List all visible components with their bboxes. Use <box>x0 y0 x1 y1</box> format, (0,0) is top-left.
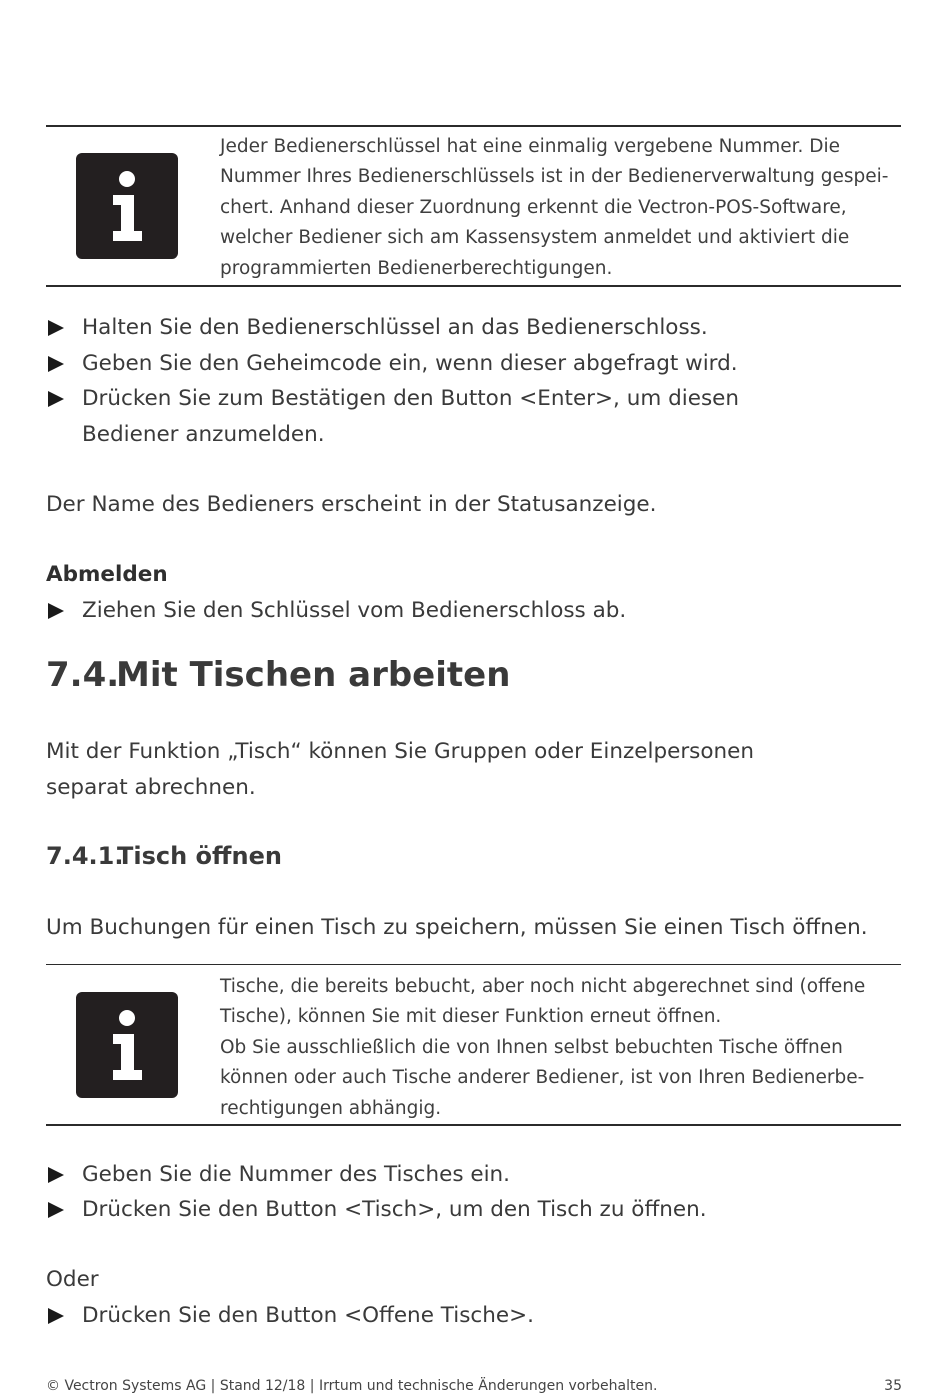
list-item: Geben Sie die Nummer des Tisches ein. <box>46 1157 906 1193</box>
subsection-intro: Um Buchungen für einen Tisch zu speichern, müssen Sie einen Tisch öffnen. <box>46 915 868 940</box>
subsection-heading <box>46 842 282 870</box>
info-box-1-text <box>220 132 895 284</box>
info-box-2-text <box>220 972 895 1124</box>
page-number: 35 <box>884 1378 902 1394</box>
list-item: Ziehen Sie den Schlüssel vom Bedienerschloss ab. <box>46 593 906 629</box>
info-note-line: Ob Sie ausschließlich die von Ihnen selbst bebuchten Tische öffnen können oder auch Tische anderer Bediener, ist von Ihren Bedienerberechtigungen abhängig. <box>220 1036 865 1119</box>
info-box-1-top-rule <box>46 125 901 127</box>
info-icon <box>76 153 178 259</box>
info-note-text: Jeder Bedienerschlüssel hat eine einmalig vergebene Nummer. Die Nummer Ihres Bedienerschlüssels ist in der Bedienerverwaltung gespeichert. Anhand dieser Zuordnung erkennt die Vectron-POS-Software, welcher Bediener sich am Kassensystem anmeldet und aktiviert die programmierten Bedienerberechtigungen. <box>220 136 889 279</box>
bullet-triangle-icon <box>48 320 64 336</box>
bullet-triangle-icon <box>48 1202 64 1218</box>
subsection-number: 7.4.1. <box>46 842 124 870</box>
bullet-triangle-icon <box>48 1167 64 1183</box>
section-heading <box>46 655 510 695</box>
bullet-triangle-icon <box>48 356 64 372</box>
subsection-title: Tisch öffnen <box>117 842 282 870</box>
list-item: Drücken Sie den Button <Tisch>, um den Tisch zu öffnen. <box>46 1192 906 1228</box>
list-item: Drücken Sie zum Bestätigen den Button <Enter>, um diesen Bediener anzumelden. <box>46 381 906 452</box>
list-item: Drücken Sie den Button <Offene Tische>. <box>46 1298 906 1334</box>
info-box-1-bottom-rule <box>46 285 901 287</box>
footer-text: © Vectron Systems AG | Stand 12/18 | Irrtum und technische Änderungen vorbehalten. <box>46 1378 658 1394</box>
bullet-triangle-icon <box>48 603 64 619</box>
info-note-line: Tische, die bereits bebucht, aber noch nicht abgerechnet sind (offene Tische), können Sie mit dieser Funktion erneut öffnen. <box>220 976 866 1028</box>
section-title: Mit Tischen arbeiten <box>116 655 511 695</box>
info-icon <box>76 992 178 1098</box>
bullet-triangle-icon <box>48 391 64 407</box>
list-item: Geben Sie den Geheimcode ein, wenn dieser abgefragt wird. <box>46 346 906 382</box>
info-box-2-bottom-rule <box>46 1124 901 1126</box>
section-number: 7.4. <box>46 655 120 695</box>
alternative-label: Oder <box>46 1267 99 1292</box>
section-intro: Mit der Funktion „Tisch“ können Sie Gruppen oder Einzelpersonen separat abrechnen. <box>46 739 754 800</box>
login-result-text: Der Name des Bedieners erscheint in der Statusanzeige. <box>46 492 657 517</box>
info-box-2-top-rule <box>46 964 901 965</box>
list-item: Halten Sie den Bedienerschlüssel an das Bedienerschloss. <box>46 310 906 346</box>
logout-heading: Abmelden <box>46 562 168 587</box>
bullet-triangle-icon <box>48 1308 64 1324</box>
